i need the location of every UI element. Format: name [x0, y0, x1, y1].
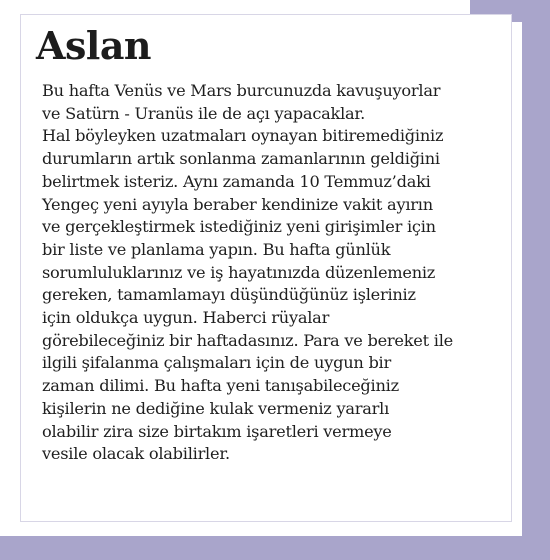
page-title: Aslan	[36, 23, 152, 68]
frame-right-border	[522, 0, 550, 560]
article-body: Bu hafta Venüs ve Mars burcunuzda kavuşuyorlar ve Satürn - Uranüs ile de açı yapacaklar. Hal böyleyken uzatmaları oynayan bitiremediğiniz durumların artık sonlanma zamanlarının geldiğini belirtmek isteriz. Aynı zamanda 10 Temmuz’daki Yengeç yeni ayıyla beraber kendinize vakit ayırın ve gerçekleştirmek istediğiniz yeni girişimler için bir liste ve planlama yapın. Bu hafta günlük sorumluluklarınız ve iş hayatınızda düzenlemeniz gereken, tamamlamayı düşündüğünüz işleriniz için oldukça uygun. Haberci rüyalar görebileceğiniz bir haftadasınız. Para ve bereket ile ilgili şifalanma çalışmaları için de uygun bir zaman dilimi. Bu hafta yeni tanışabileceğiniz kişilerin ne dediğine kulak vermeniz yararlı olabilir zira size birtakım işaretleri vermeye vesile olacak olabilirler.	[42, 81, 453, 464]
frame-bottom-border	[0, 536, 550, 560]
